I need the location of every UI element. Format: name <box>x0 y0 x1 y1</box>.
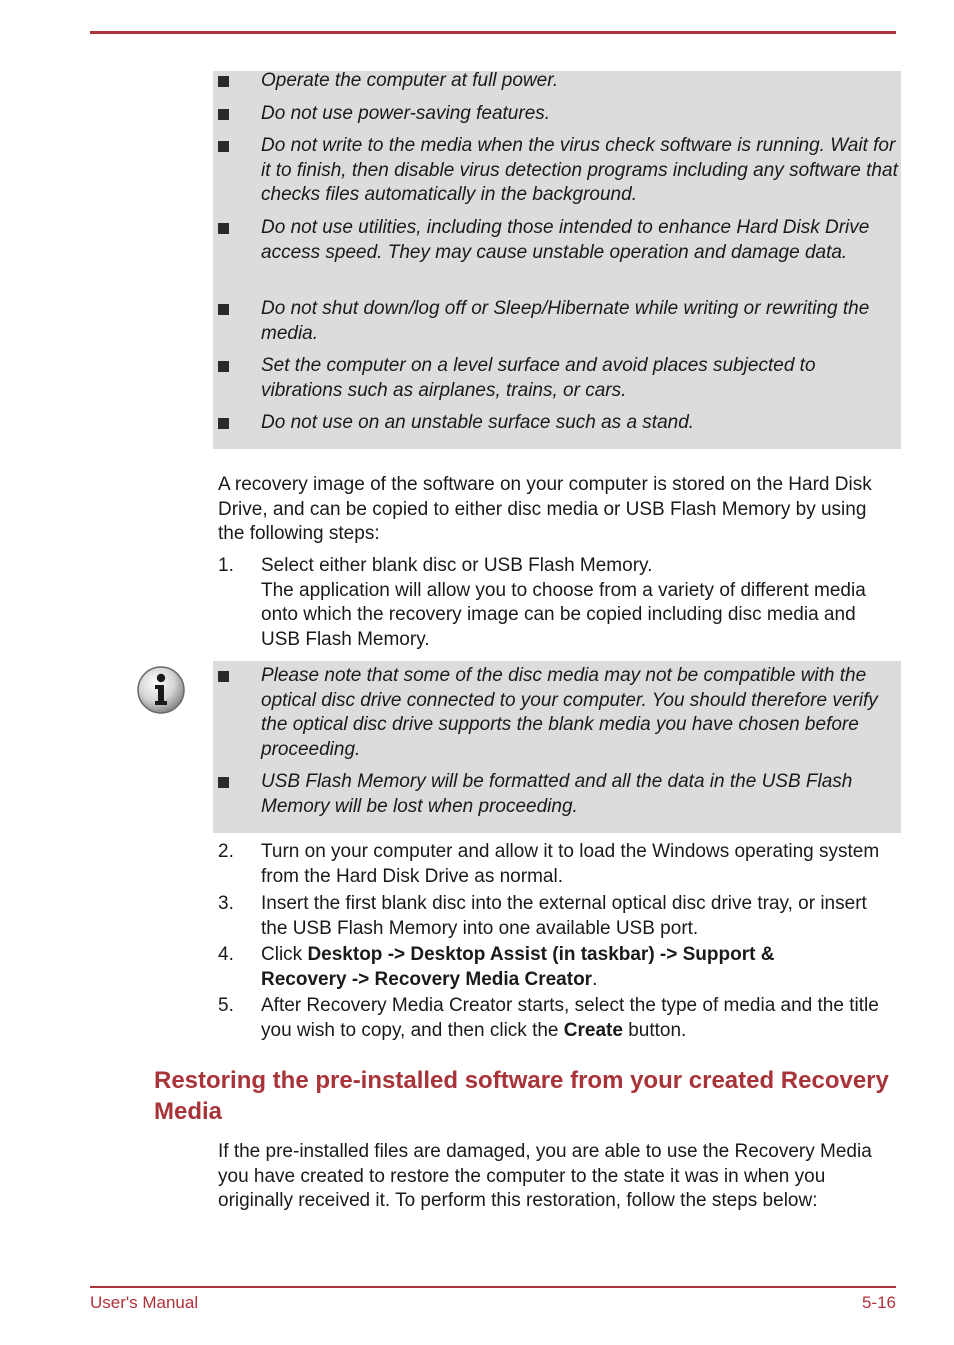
step-4-prefix: Click <box>261 944 308 965</box>
step-4 <box>261 943 836 992</box>
bullet-icon <box>218 777 229 788</box>
warning-item: Set the computer on a level surface and avoid places subjected to vibrations such as airplanes, trains, or cars. <box>261 355 816 401</box>
create-button-label: Create <box>563 1019 623 1041</box>
bullet-icon <box>218 361 229 372</box>
bullet-icon <box>218 109 229 120</box>
info-icon <box>136 665 186 715</box>
warning-item: Do not use power-saving features. <box>261 103 551 124</box>
step-number: 1. <box>218 555 234 576</box>
step-1-text: Select either blank disc or USB Flash Memory. <box>261 555 653 576</box>
bullet-icon <box>218 223 229 234</box>
step-2: Turn on your computer and allow it to load the Windows operating system from the Hard Disk Drive as normal. <box>261 841 880 887</box>
page-number: 5-16 <box>861 1293 896 1312</box>
step-5-prefix: After Recovery Media Creator starts, select the type of media and the title you wish to copy, and then click the <box>261 995 879 1041</box>
bullet-icon <box>218 304 229 315</box>
warning-item: Do not write to the media when the virus check software is running. Wait for it to finish, then disable virus detection programs including any software that checks files automatically in the background. <box>261 135 898 205</box>
step-1-detail: The application will allow you to choose from a variety of different media onto which the recovery image can be copied including disc media and USB Flash Memory. <box>261 579 866 650</box>
step-5 <box>261 994 891 1043</box>
warning-item: Do not use on an unstable surface such as a stand. <box>261 412 695 433</box>
step-3: Insert the first blank disc into the external optical disc drive tray, or insert the USB Flash Memory into one available USB port. <box>261 893 867 939</box>
step-5-suffix: button. <box>622 1019 687 1041</box>
menu-path: Desktop -> Desktop Assist (in taskbar) -> Support & Recovery -> Recovery Media Creator <box>261 944 775 990</box>
section-paragraph: If the pre-installed files are damaged, you are able to use the Recovery Media you have created to restore the computer to the state it was in when you originally received it. To perform this restoration, follow the steps below: <box>218 1141 872 1211</box>
step-4-suffix: . <box>592 968 598 990</box>
bullet-icon <box>218 418 229 429</box>
warning-item: Do not use utilities, including those intended to enhance Hard Disk Drive access speed. They may cause unstable operation and damage data. <box>261 217 870 263</box>
step-number: 5. <box>218 995 234 1016</box>
warning-item: Do not shut down/log off or Sleep/Hibernate while writing or rewriting the media. <box>261 298 870 344</box>
step-number: 4. <box>218 944 234 965</box>
footer-title: User's Manual <box>90 1293 199 1312</box>
header-rule <box>90 31 896 34</box>
info-item: USB Flash Memory will be formatted and all the data in the USB Flash Memory will be lost when proceeding. <box>261 771 853 817</box>
warning-item: Operate the computer at full power. <box>261 70 559 91</box>
intro-paragraph: A recovery image of the software on your computer is stored on the Hard Disk Drive, and can be copied to either disc media or USB Flash Memory by using the following steps: <box>218 474 872 544</box>
bullet-icon <box>218 141 229 152</box>
bullet-icon <box>218 76 229 87</box>
step-number: 3. <box>218 893 234 914</box>
section-heading: Restoring the pre-installed software from your created Recovery Media <box>154 1067 889 1125</box>
step-number: 2. <box>218 841 234 862</box>
info-item: Please note that some of the disc media may not be compatible with the optical disc drive connected to your computer. You should therefore verify the optical disc drive supports the blank media you have chosen before proceeding. <box>261 665 878 760</box>
footer-rule <box>90 1286 896 1288</box>
bullet-icon <box>218 671 229 682</box>
step-1 <box>261 554 891 652</box>
